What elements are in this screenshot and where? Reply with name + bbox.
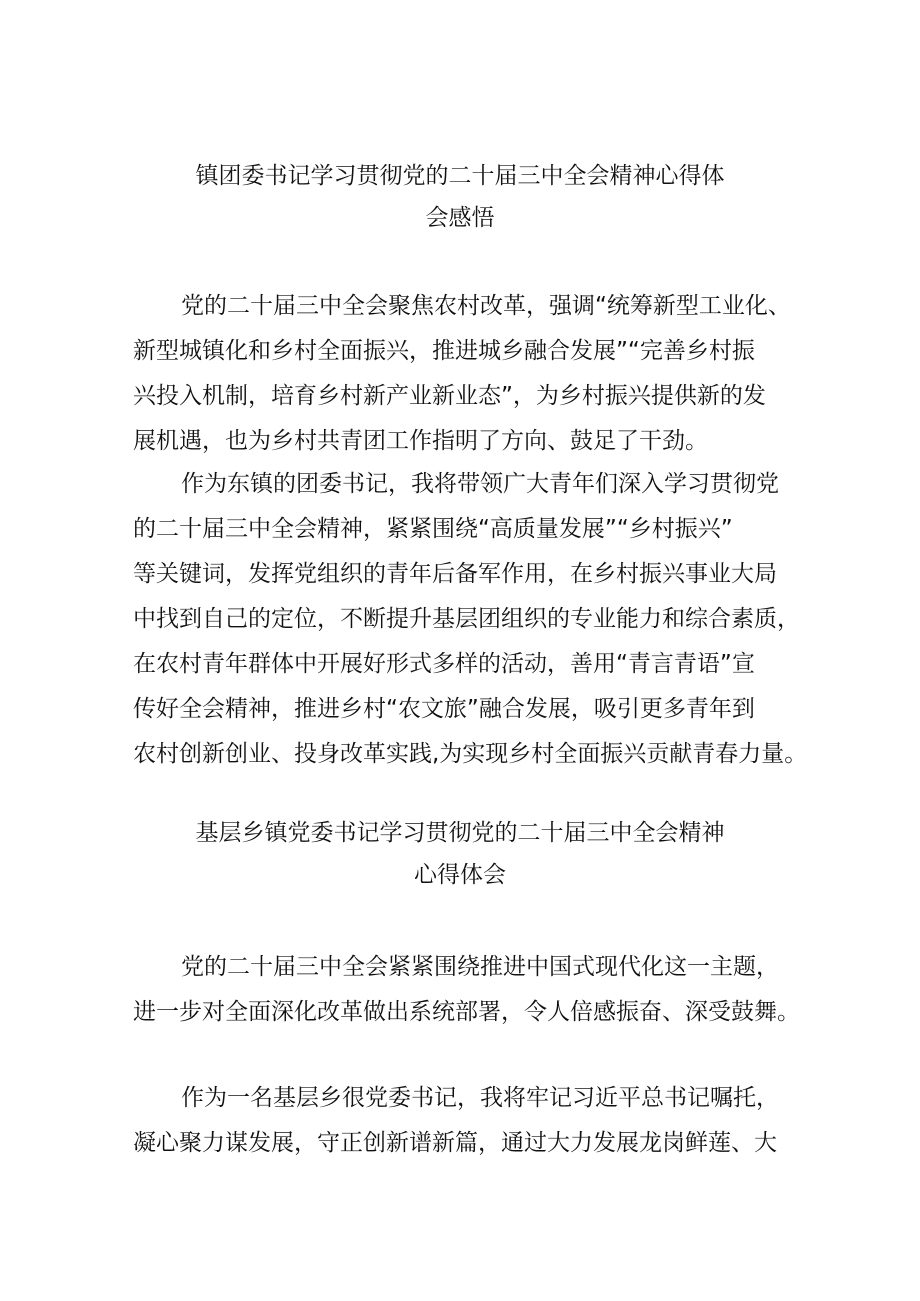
paragraph-line: 兴投入机制，培育乡村新产业新业态”，为乡村振兴提供新的发 xyxy=(133,383,766,409)
paragraph-line: 展机遇，也为乡村共青团工作指明了方向、鼓足了干劲。 xyxy=(133,428,708,454)
section-1-title-line: 镇团委书记学习贯彻党的二十届三中全会精神心得体 xyxy=(195,163,725,189)
paragraph-line: 新型城镇化和乡村全面振兴，推进城乡融合发展”“完善乡村振 xyxy=(133,338,755,364)
section-1-paragraph-1 xyxy=(133,284,793,464)
paragraph-line: 作为东镇的团委书记，我将带领广大青年们深入学习贯彻党 xyxy=(181,471,779,497)
paragraph-line: 作为一名基层乡很党委书记，我将牢记习近平总书记嘱托， xyxy=(181,1085,779,1111)
section-1-title xyxy=(130,155,790,239)
section-2-paragraph-1 xyxy=(133,945,800,1035)
paragraph-line: 中找到自己的定位，不断提升基层团组织的专业能力和综合素质， xyxy=(133,606,800,632)
section-1-title-line: 会感悟 xyxy=(425,205,495,231)
paragraph-line: 农村创新创业、投身改革实践,为实现乡村全面振兴贡献青春力量。 xyxy=(133,741,808,767)
section-2-title-line: 心得体会 xyxy=(414,862,506,888)
section-1-paragraph-2 xyxy=(133,462,808,777)
paragraph-line: 进一步对全面深化改革做出系统部署，令人倍感振奋、深受鼓舞。 xyxy=(133,999,800,1025)
paragraph-line: 的二十届三中全会精神，紧紧围绕“高质量发展”“乡村振兴” xyxy=(133,516,733,542)
paragraph-line: 凝心聚力谋发展，守正创新谱新篇，通过大力发展龙岗鲜莲、大 xyxy=(133,1130,777,1156)
section-2-title xyxy=(130,812,790,896)
section-2-title-line: 基层乡镇党委书记学习贯彻党的二十届三中全会精神 xyxy=(195,820,725,846)
paragraph-line: 在农村青年群体中开展好形式多样的活动，善用“青言青语”宣 xyxy=(133,651,755,677)
paragraph-line: 传好全会精神，推进乡村“农文旅”融合发展，吸引更多青年到 xyxy=(133,696,755,722)
section-2-paragraph-2 xyxy=(133,1076,793,1166)
paragraph-line: 等关键词，发挥党组织的青年后备军作用，在乡村振兴事业大局 xyxy=(133,561,777,587)
paragraph-line: 党的二十届三中全会聚焦农村改革，强调“统筹新型工业化、 xyxy=(181,293,791,319)
paragraph-line: 党的二十届三中全会紧紧围绕推进中国式现代化这一主题， xyxy=(181,954,779,980)
